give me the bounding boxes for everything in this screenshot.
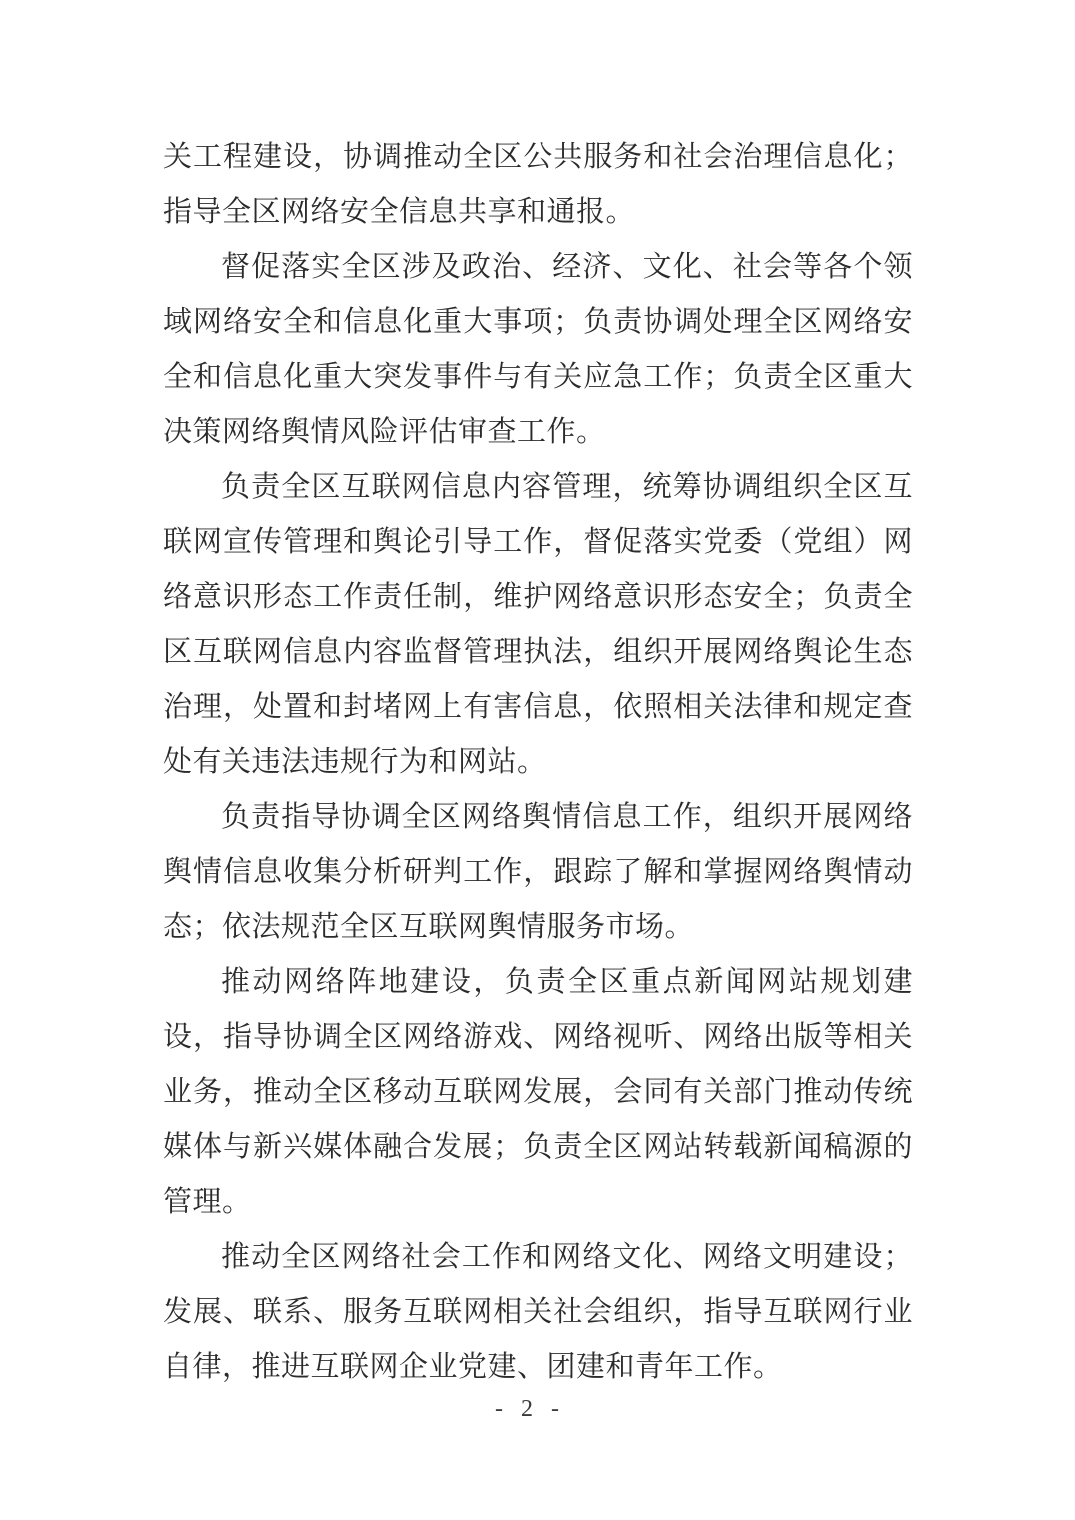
document-body [163, 130, 913, 1395]
paragraph-text: 推动网络阵地建设，负责全区重点新闻网站规划建设，指导协调全区网络游戏、网络视听、网络出版等相关业务，推动全区移动互联网发展，会同有关部门推动传统媒体与新兴媒体融合发展；负责全区网站转载新闻稿源的管理。 [163, 966, 913, 1218]
paragraph-text: 督促落实全区涉及政治、经济、文化、社会等各个领域网络安全和信息化重大事项；负责协调处理全区网络安全和信息化重大突发事件与有关应急工作；负责全区重大决策网络舆情风险评估审查工作。 [163, 251, 913, 448]
paragraph [163, 790, 913, 955]
paragraph [163, 1230, 913, 1395]
paragraph-text: 关工程建设，协调推动全区公共服务和社会治理信息化；指导全区网络安全信息共享和通报。 [163, 141, 913, 228]
paragraph-text: 负责指导协调全区网络舆情信息工作，组织开展网络舆情信息收集分析研判工作，跟踪了解和掌握网络舆情动态；依法规范全区互联网舆情服务市场。 [163, 801, 913, 943]
paragraph [163, 240, 913, 460]
page-number: - 2 - [495, 1396, 565, 1422]
paragraph-text: 推动全区网络社会工作和网络文化、网络文明建设；发展、联系、服务互联网相关社会组织，指导互联网行业自律，推进互联网企业党建、团建和青年工作。 [163, 1241, 913, 1383]
paragraph [163, 955, 913, 1230]
paragraph [163, 460, 913, 790]
paragraph [163, 130, 913, 240]
paragraph-text: 负责全区互联网信息内容管理，统筹协调组织全区互联网宣传管理和舆论引导工作，督促落实党委（党组）网络意识形态工作责任制，维护网络意识形态安全；负责全区互联网信息内容监督管理执法，组织开展网络舆论生态治理，处置和封堵网上有害信息，依照相关法律和规定查处有关违法违规行为和网站。 [163, 471, 913, 778]
